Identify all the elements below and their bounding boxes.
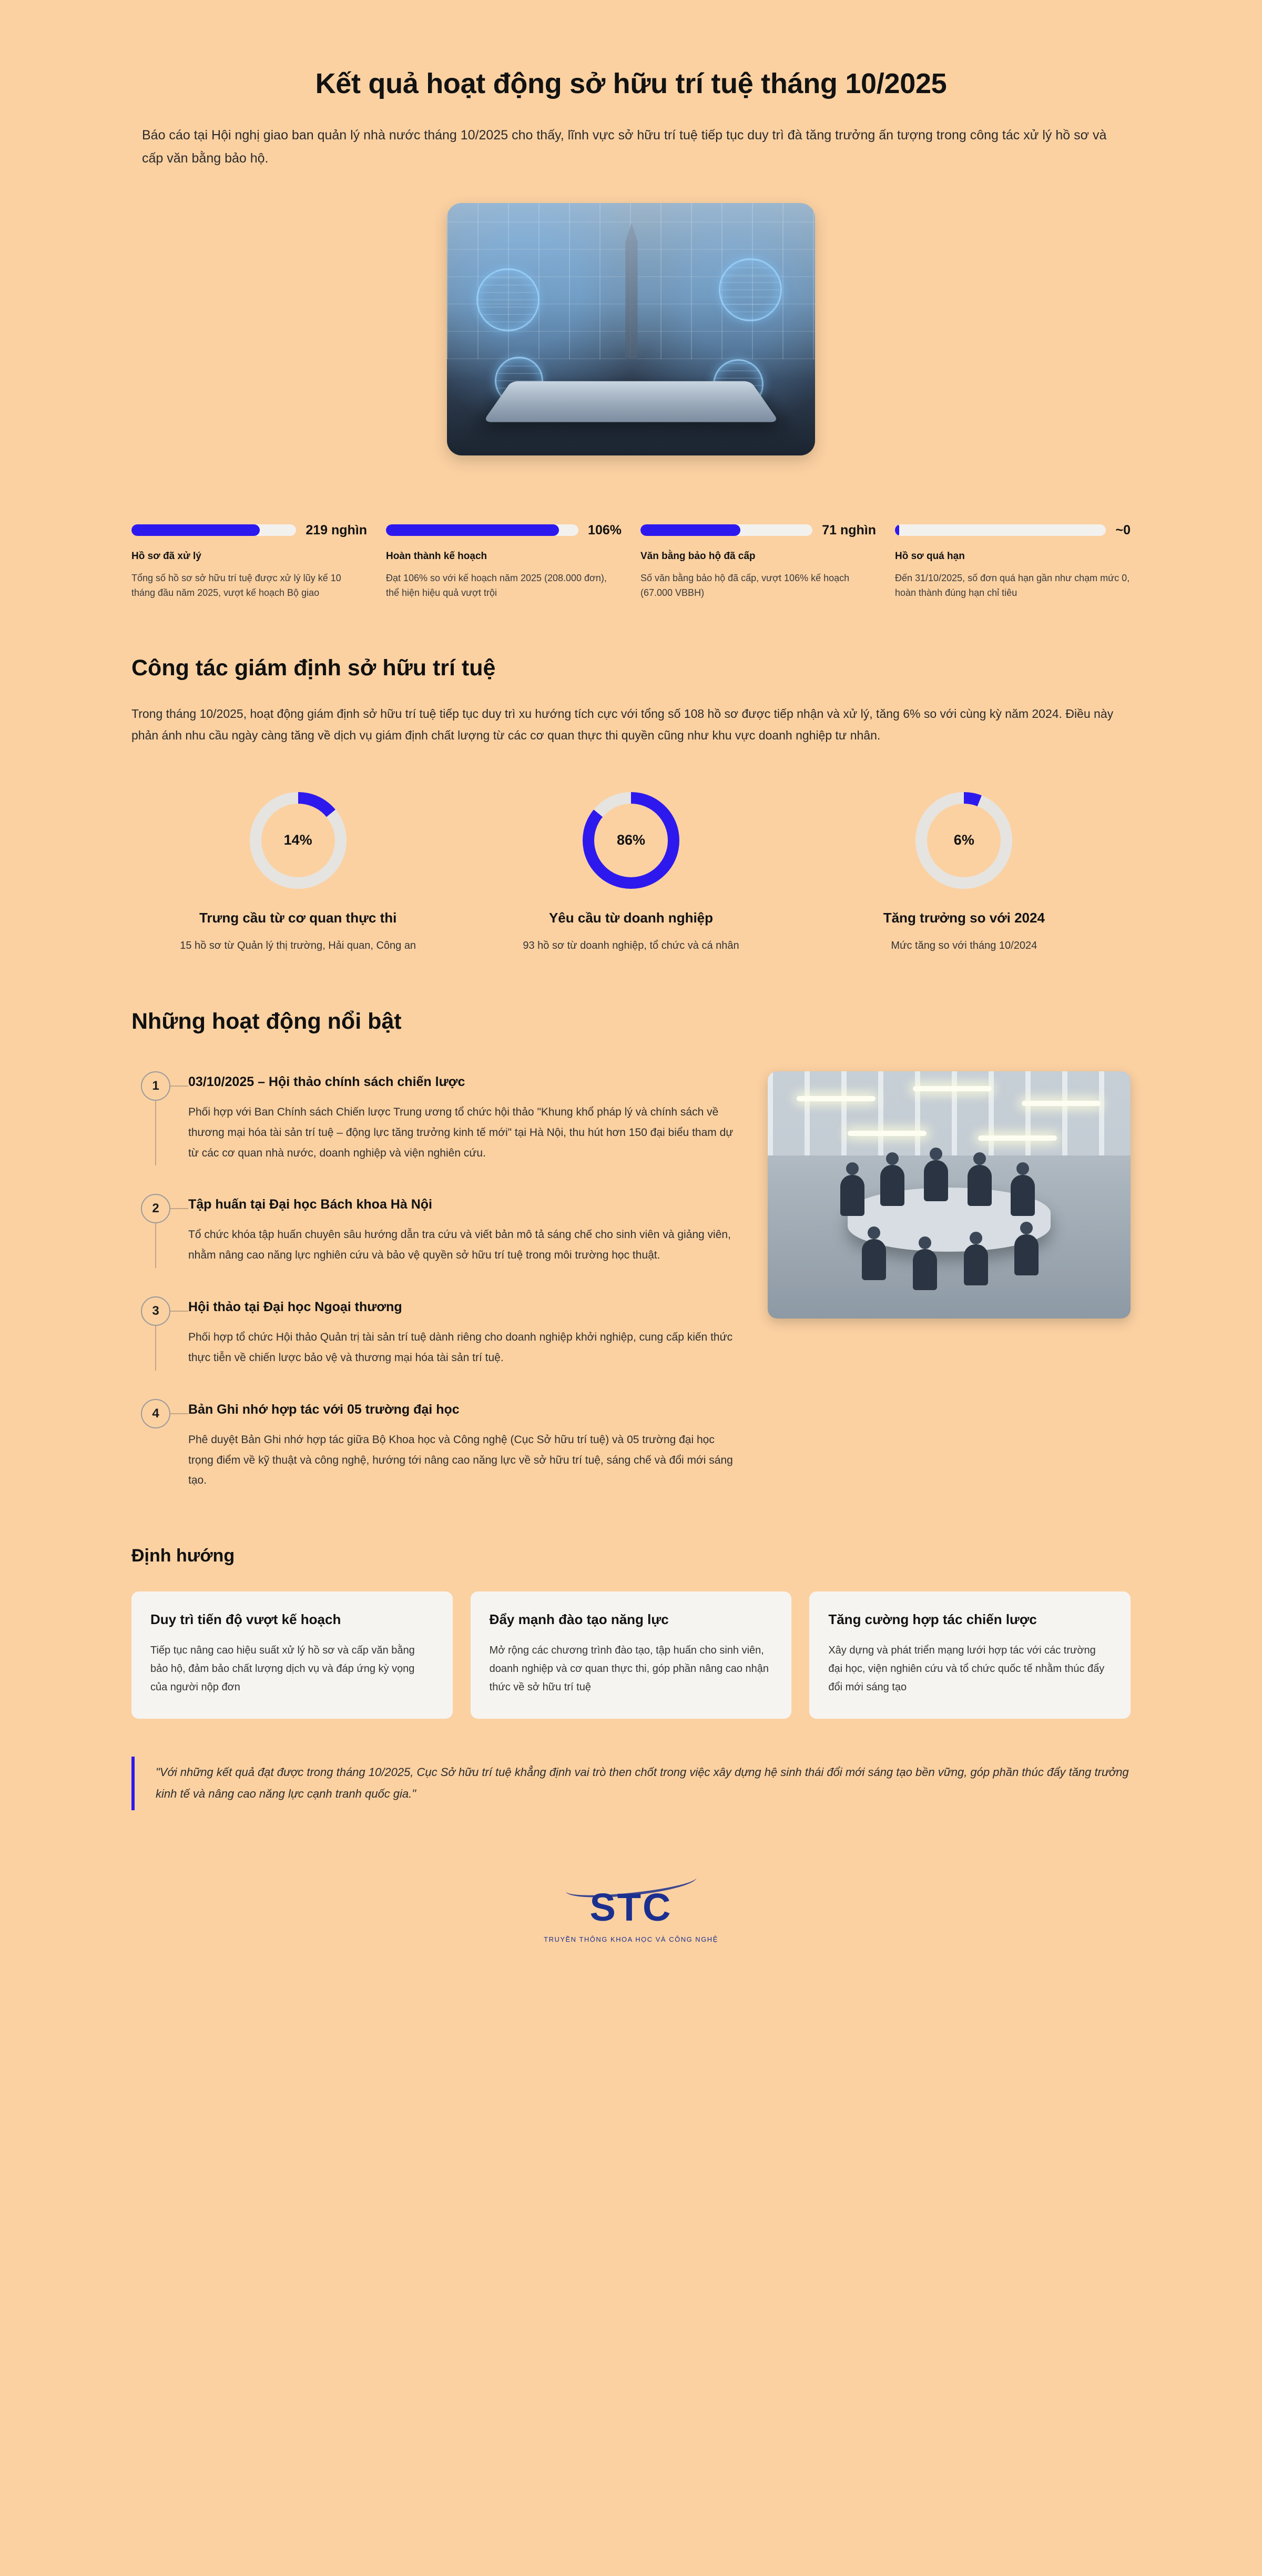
kpi-description: Tổng số hồ sơ sở hữu trí tuệ được xử lý lũy kế 10 tháng đầu năm 2025, vượt kế hoạch Bộ giao bbox=[131, 572, 341, 599]
kpi-fill bbox=[895, 524, 899, 536]
kpi-track bbox=[386, 524, 578, 536]
timeline-body bbox=[188, 1194, 736, 1266]
highlights-image bbox=[768, 1071, 1131, 1319]
kpi-track bbox=[895, 524, 1106, 536]
kpi-bar bbox=[386, 523, 622, 538]
donut-description: 15 hồ sơ từ Quản lý thị trường, Hải quan, Công an bbox=[180, 939, 416, 951]
timeline-item bbox=[141, 1399, 736, 1492]
attendee-figure bbox=[840, 1175, 864, 1216]
donut-value: 6% bbox=[927, 804, 1001, 877]
kpi-track bbox=[131, 524, 296, 536]
ceiling-lamp-icon bbox=[1022, 1101, 1101, 1106]
timeline-item bbox=[141, 1296, 736, 1399]
timeline-marker bbox=[141, 1071, 170, 1164]
timeline-body bbox=[188, 1071, 736, 1164]
kpi-fill bbox=[131, 524, 260, 536]
pull-quote: "Với những kết quả đạt được trong tháng 10/2025, Cục Sở hữu trí tuệ khẳng định vai trò then chốt trong việc xây dựng hệ sinh thái đổi mới sáng tạo bền vững, góp phần thúc đẩy tăng trưởng kinh tế và nâng cao năng lực cạnh tranh quốc gia." bbox=[131, 1757, 1131, 1810]
donut-chart bbox=[583, 792, 679, 889]
kpi-description: Đến 31/10/2025, số đơn quá hạn gần như chạm mức 0, hoàn thành đúng hạn chỉ tiêu bbox=[895, 572, 1130, 599]
kpi-value: ~0 bbox=[1115, 522, 1131, 537]
timeline-title: Hội thảo tại Đại học Ngoại thương bbox=[188, 1300, 402, 1315]
kpi-fill bbox=[640, 524, 740, 536]
timeline-dash bbox=[170, 1311, 188, 1312]
kpi-value: 219 nghìn bbox=[306, 522, 367, 537]
section-paragraph-assessment: Trong tháng 10/2025, hoạt động giám định sở hữu trí tuệ tiếp tục duy trì xu hướng tích cực với tổng số 108 hồ sơ được tiếp nhận và xử lý, tăng 6% so với cùng kỳ năm 2024. Điều này phản ánh nhu cầu ngày càng tăng về dịch vụ giám định chất lượng từ các cơ quan thực thi quyền cũng như khu vực doanh nghiệp tư nhân. bbox=[131, 707, 1114, 743]
timeline-text: Phối hợp với Ban Chính sách Chiến lược Trung ương tổ chức hội thảo "Khung khổ pháp lý và chính sách về thương mại hóa tài sản trí tuệ – động lực tăng trưởng kinh tế mới" tại Hà Nội, thu hút hơn 150 đại biểu tham dự từ các cơ quan nhà nước, doanh nghiệp và viện nghiên cứu. bbox=[188, 1106, 734, 1159]
donut-chart bbox=[915, 792, 1012, 889]
timeline-number: 3 bbox=[141, 1296, 170, 1326]
kpi-value: 106% bbox=[588, 522, 622, 537]
timeline-number: 1 bbox=[141, 1071, 170, 1101]
attendee-figure bbox=[964, 1244, 988, 1285]
donut-title: Trưng cầu từ cơ quan thực thi bbox=[199, 909, 397, 926]
direction-card-row bbox=[131, 1591, 1131, 1719]
direction-card bbox=[131, 1591, 453, 1719]
timeline-connector bbox=[155, 1326, 156, 1371]
donut-card bbox=[798, 792, 1131, 954]
timeline-body bbox=[188, 1399, 736, 1492]
timeline-text: Tổ chức khóa tập huấn chuyên sâu hướng dẫn tra cứu và viết bản mô tả sáng chế cho sinh viên và giảng viên, nhằm nâng cao năng lực nghiên cứu và bảo vệ quyền sở hữu trí tuệ trong môi trường học thuật. bbox=[188, 1229, 731, 1262]
timeline-title: 03/10/2025 – Hội thảo chính sách chiến lược bbox=[188, 1074, 465, 1089]
ceiling-lamp-icon bbox=[978, 1135, 1057, 1141]
timeline-text: Phê duyệt Bản Ghi nhớ hợp tác giữa Bộ Khoa học và Công nghệ (Cục Sở hữu trí tuệ) và 05 trường đại học trọng điểm về kỹ thuật và công nghệ, hướng tới nâng cao năng lực về sở hữu trí tuệ, sáng chế và đổi mới sáng tạo. bbox=[188, 1433, 733, 1487]
donut-description: 93 hồ sơ từ doanh nghiệp, tổ chức và cá nhân bbox=[523, 939, 739, 951]
direction-card bbox=[471, 1591, 792, 1719]
kpi-card bbox=[895, 523, 1131, 601]
timeline-body bbox=[188, 1296, 736, 1368]
timeline-dash bbox=[170, 1208, 188, 1209]
direction-card-title: Đẩy mạnh đào tạo năng lực bbox=[489, 1611, 669, 1628]
kpi-bar bbox=[131, 523, 367, 538]
attendee-figure bbox=[1011, 1175, 1035, 1216]
logo-caption: TRUYỀN THÔNG KHOA HỌC VÀ CÔNG NGHỆ bbox=[544, 1935, 718, 1943]
kpi-value: 71 nghìn bbox=[822, 522, 876, 537]
timeline-marker bbox=[141, 1399, 170, 1492]
direction-card-text: Tiếp tục nâng cao hiệu suất xử lý hồ sơ và cấp văn bằng bảo hộ, đảm bảo chất lượng dịch vụ và đáp ứng kỳ vọng của người nộp đơn bbox=[150, 1645, 415, 1693]
kpi-card bbox=[640, 523, 876, 601]
attendee-figure bbox=[880, 1165, 904, 1206]
donut-card bbox=[464, 792, 797, 954]
page-subtitle: Báo cáo tại Hội nghị giao ban quản lý nhà nước tháng 10/2025 cho thấy, lĩnh vực sở hữu trí tuệ tiếp tục duy trì đà tăng trưởng ấn tượng trong công tác xử lý hồ sơ và cấp văn bằng bảo hộ. bbox=[142, 128, 1107, 166]
highlights-body bbox=[131, 1071, 1131, 1491]
conference-table bbox=[483, 381, 779, 422]
attendee-figure bbox=[913, 1249, 937, 1290]
donut-title: Yêu cầu từ doanh nghiệp bbox=[548, 909, 714, 926]
kpi-description: Đạt 106% so với kế hoạch năm 2025 (208.000 đơn), thể hiện hiệu quả vượt trội bbox=[386, 572, 607, 599]
hero-image-graphic bbox=[447, 203, 815, 455]
timeline-dash bbox=[170, 1413, 188, 1414]
ceiling-graphic bbox=[768, 1071, 1131, 1155]
kpi-label: Hồ sơ đã xử lý bbox=[131, 550, 201, 562]
timeline-number: 2 bbox=[141, 1194, 170, 1223]
donut-value: 14% bbox=[261, 804, 335, 877]
attendee-figure bbox=[968, 1165, 992, 1206]
kpi-bar bbox=[895, 523, 1131, 538]
direction-card-title: Tăng cường hợp tác chiến lược bbox=[828, 1611, 1037, 1628]
kpi-track bbox=[640, 524, 812, 536]
page-title: Kết quả hoạt động sở hữu trí tuệ tháng 10/2025 bbox=[315, 68, 947, 99]
donut-value: 86% bbox=[594, 804, 668, 877]
attendee-figure bbox=[1014, 1234, 1039, 1275]
kpi-label: Hoàn thành kế hoạch bbox=[386, 550, 487, 562]
kpi-label: Văn bằng bảo hộ đã cấp bbox=[640, 550, 756, 562]
ceiling-lamp-icon bbox=[913, 1086, 992, 1091]
section-title-assessment: Công tác giám định sở hữu trí tuệ bbox=[131, 655, 496, 681]
timeline-connector bbox=[155, 1223, 156, 1268]
direction-card bbox=[809, 1591, 1131, 1719]
timeline-item bbox=[141, 1071, 736, 1194]
timeline-marker bbox=[141, 1296, 170, 1368]
kpi-bar bbox=[640, 523, 876, 538]
timeline-text: Phối hợp tổ chức Hội thảo Quản trị tài sản trí tuệ dành riêng cho doanh nghiệp khởi nghiệp, cung cấp kiến thức thực tiễn về chiến lược bảo vệ và thương mại hóa tài sản trí tuệ. bbox=[188, 1331, 733, 1364]
kpi-row bbox=[131, 523, 1131, 601]
donut-card bbox=[131, 792, 464, 954]
donut-chart-row bbox=[131, 792, 1131, 954]
section-title-direction: Định hướng bbox=[131, 1546, 235, 1566]
hologram-orb-icon bbox=[719, 258, 782, 321]
direction-card-text: Xây dựng và phát triển mạng lưới hợp tác với các trường đại học, viện nghiên cứu và tổ chức quốc tế nhằm thúc đẩy đổi mới sáng tạo bbox=[828, 1645, 1105, 1693]
direction-card-text: Mở rộng các chương trình đào tạo, tập huấn cho sinh viên, doanh nghiệp và cơ quan thực thi, góp phần nâng cao nhận thức về sở hữu trí tuệ bbox=[489, 1645, 769, 1693]
donut-title: Tăng trưởng so với 2024 bbox=[883, 909, 1045, 926]
hero-image bbox=[447, 203, 815, 455]
timeline bbox=[131, 1071, 736, 1491]
timeline-marker bbox=[141, 1194, 170, 1266]
hologram-orb-icon bbox=[476, 268, 540, 331]
timeline-title: Tập huấn tại Đại học Bách khoa Hà Nội bbox=[188, 1197, 432, 1212]
attendee-figure bbox=[862, 1239, 886, 1280]
kpi-label: Hồ sơ quá hạn bbox=[895, 550, 965, 562]
timeline-number: 4 bbox=[141, 1399, 170, 1428]
section-title-highlights: Những hoạt động nổi bật bbox=[131, 1008, 402, 1034]
timeline-dash bbox=[170, 1086, 188, 1087]
ceiling-lamp-icon bbox=[797, 1096, 876, 1101]
donut-description: Mức tăng so với tháng 10/2024 bbox=[891, 939, 1037, 951]
donut-chart bbox=[250, 792, 347, 889]
kpi-card bbox=[386, 523, 622, 601]
timeline-connector bbox=[155, 1101, 156, 1166]
kpi-card bbox=[131, 523, 367, 601]
attendee-figure bbox=[924, 1160, 948, 1201]
timeline-title: Bản Ghi nhớ hợp tác với 05 trường đại học bbox=[188, 1402, 460, 1417]
timeline-item bbox=[141, 1194, 736, 1296]
ceiling-lamp-icon bbox=[848, 1131, 927, 1136]
footer bbox=[131, 1873, 1131, 1943]
direction-card-title: Duy trì tiến độ vượt kế hoạch bbox=[150, 1611, 341, 1628]
kpi-description: Số văn bằng bảo hộ đã cấp, vượt 106% kế hoạch (67.000 VBBH) bbox=[640, 572, 850, 599]
kpi-fill bbox=[386, 524, 559, 536]
logo-text: STC bbox=[589, 1885, 673, 1929]
